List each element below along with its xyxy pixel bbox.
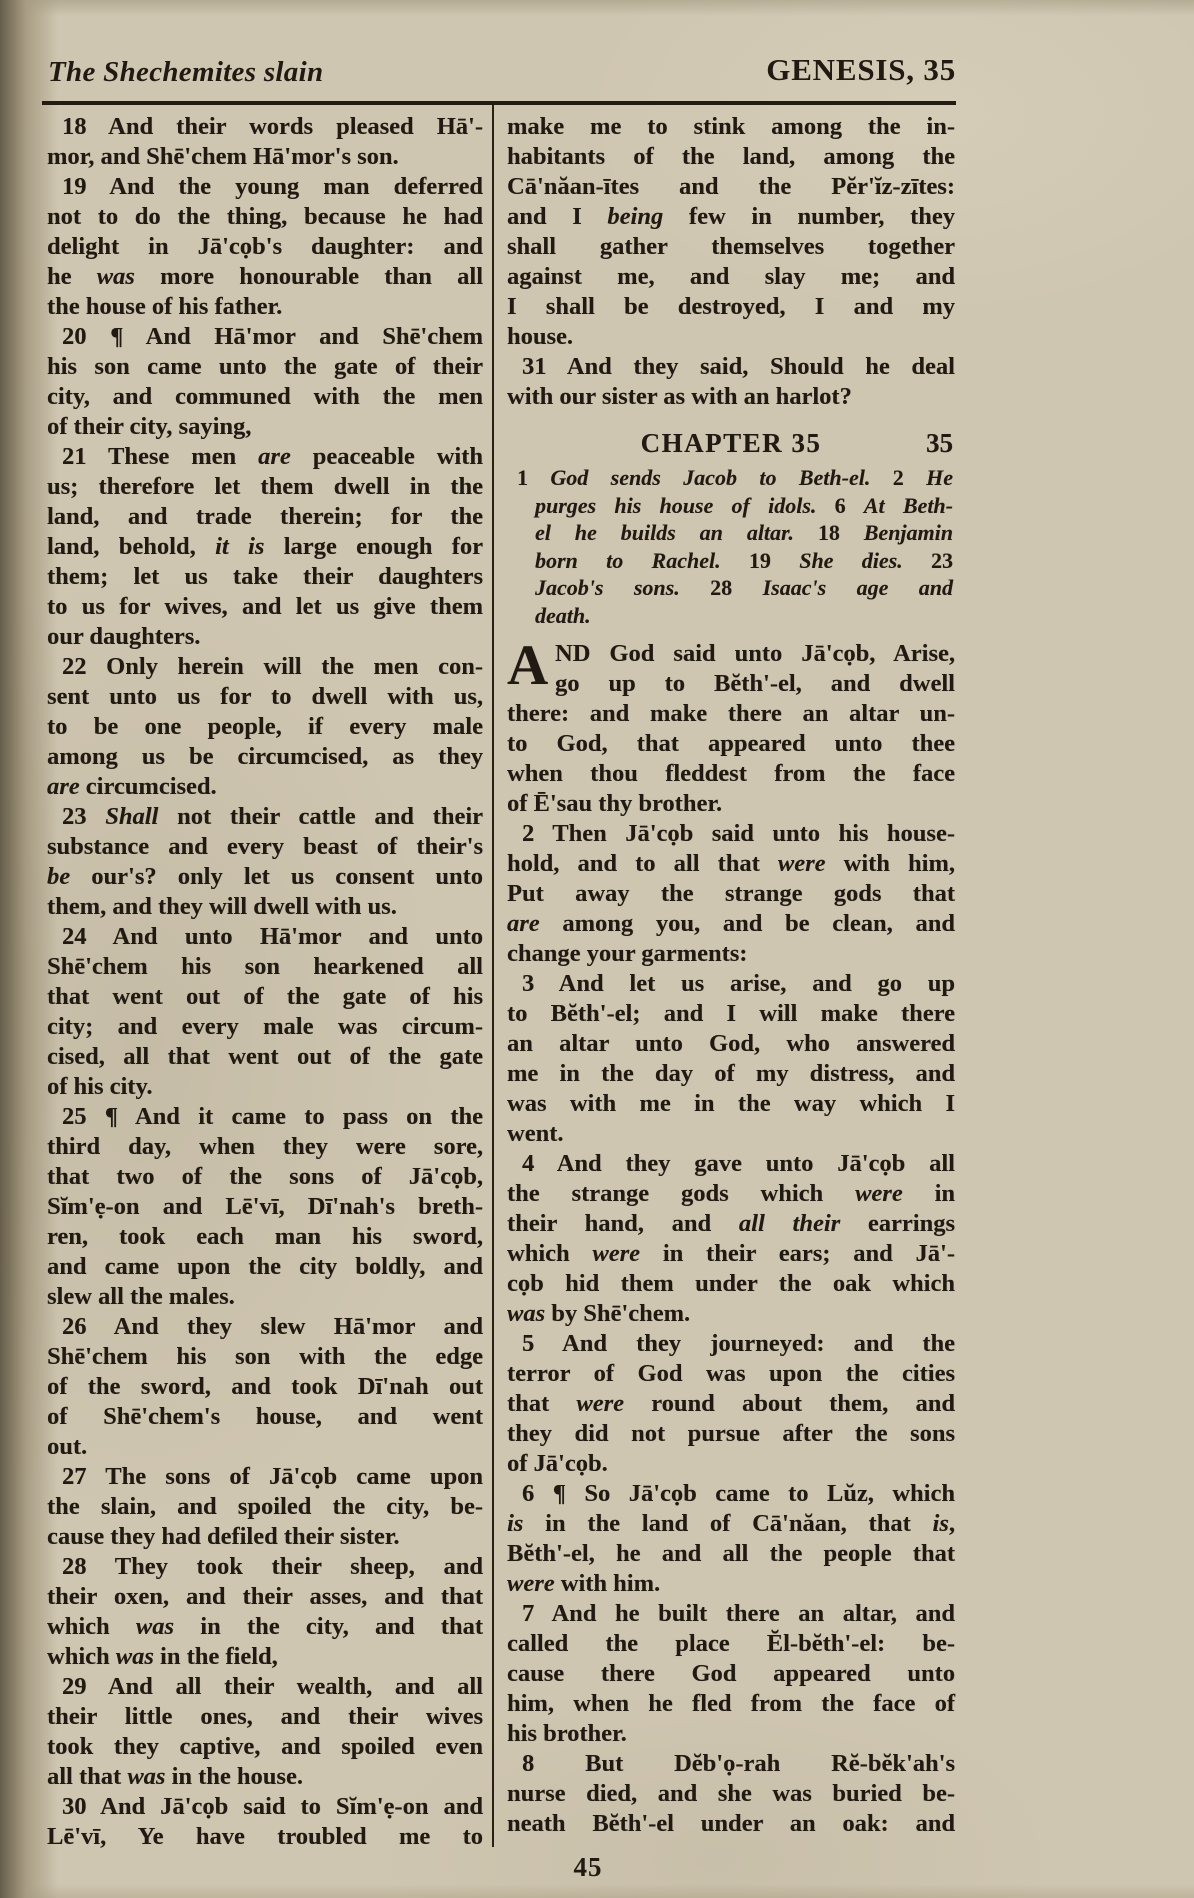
verse-paragraph <box>47 322 483 442</box>
verse-line: 7 And he built there an altar, and <box>522 1600 955 1627</box>
verse-line: 28 They took their sheep, and <box>62 1553 483 1580</box>
summary-line: Jacob's sons. 28 Isaac's age and <box>535 575 954 600</box>
verse-line: 31 And they said, Should he deal <box>522 353 955 380</box>
verse-line: be our's? only let us consent unto <box>47 863 483 890</box>
verse-line: house. <box>507 323 574 350</box>
verse-line: cọb hid them under the oak which <box>507 1270 955 1297</box>
verse-line: third day, when they were sore, <box>47 1133 483 1160</box>
column-divider-rule <box>492 105 494 1847</box>
verse-line: 19 And the young man deferred <box>62 173 483 200</box>
verse-line: go up to Bĕth'-el, and dwell <box>555 670 955 697</box>
verse-line: and I being few in number, they <box>507 203 955 230</box>
verse-line: city; and every male was circum- <box>47 1013 483 1040</box>
verse-line: out. <box>47 1433 88 1460</box>
verse-line: 3 And let us arise, and go up <box>522 970 955 997</box>
verse-line: were with him. <box>507 1570 661 1597</box>
verse-paragraph <box>507 352 955 412</box>
verse-line: 6 ¶ So Jā'cọb came to Lŭz, which <box>522 1480 955 1507</box>
verse-line: me in the day of my distress, and <box>507 1060 955 1087</box>
right-column-body-verses <box>507 634 956 1839</box>
verse-line: 24 And unto Hā'mor and unto <box>62 923 483 950</box>
verse-line: land, behold, it is large enough for <box>47 533 483 560</box>
summary-line: 1 God sends Jacob to Beth-el. 2 He <box>517 465 953 490</box>
left-text-column <box>47 112 483 1852</box>
verse-paragraph <box>507 1329 955 1479</box>
verse-line: sent unto us for to dwell with us, <box>47 683 483 710</box>
verse-paragraph <box>47 1552 483 1672</box>
verse-line: which was in the field, <box>47 1643 278 1670</box>
verse-line: shall gather themselves together <box>507 233 955 260</box>
right-text-column <box>507 112 955 1839</box>
chapter-side-number: 35 <box>926 428 953 458</box>
verse-line: city, and communed with the men <box>47 383 483 410</box>
verse-line: 20 ¶ And Hā'mor and Shē'chem <box>62 323 483 350</box>
verse-line: Cā'năan-ītes and the Pĕr'ĭz-zītes: <box>507 173 955 200</box>
verse-line: Shē'chem his son with the edge <box>47 1343 483 1370</box>
verse-line: land, and trade therein; for the <box>47 503 483 530</box>
verse-line: his brother. <box>507 1720 627 1747</box>
verse-line: called the place Ĕl-bĕth'-el: be- <box>507 1630 955 1657</box>
verse-line: against me, and slay me; and <box>507 263 955 290</box>
verse-line: cause they had defiled their sister. <box>47 1523 400 1550</box>
verse-paragraph <box>47 802 483 922</box>
verse-paragraph <box>47 1792 483 1852</box>
verse-paragraph <box>507 1149 955 1329</box>
header-rule <box>42 101 956 105</box>
verse-line: ND God said unto Jā'cọb, Arise, <box>555 640 955 667</box>
verse-line: which was in the city, and that <box>47 1613 483 1640</box>
running-head-left: The Shechemites slain <box>48 56 324 88</box>
verse-line: all that was in the house. <box>47 1763 303 1790</box>
summary-line: death. <box>535 602 591 628</box>
verse-line: of his city. <box>47 1073 153 1100</box>
verse-line: 22 Only herein will the men con- <box>62 653 483 680</box>
verse-line: 8 But Dĕb'ọ-rah Rĕ-bĕk'ah's <box>522 1750 955 1777</box>
running-head-right: GENESIS, 35 <box>766 52 956 87</box>
verse-line: 27 The sons of Jā'cọb came upon <box>62 1463 483 1490</box>
verse-line: are circumcised. <box>47 773 217 800</box>
right-column-top-verses <box>507 112 955 412</box>
verse-line: the slain, and spoiled the city, be- <box>47 1493 483 1520</box>
verse-line: to Bĕth'-el; and I will make there <box>507 1000 955 1027</box>
verse-line: ren, took each man his sword, <box>47 1223 483 1250</box>
verse-line: that went out of the gate of his <box>47 983 483 1010</box>
verse-line: of the sword, and took Dī'nah out <box>47 1373 483 1400</box>
drop-cap: A <box>507 634 549 697</box>
verse-line: and came upon the city boldly, and <box>47 1253 483 1280</box>
verse-line: among us be circumcised, as they <box>47 743 483 770</box>
verse-line: of their city, saying, <box>47 413 252 440</box>
summary-line: born to Rachel. 19 She dies. 23 <box>535 547 953 573</box>
verse-line: 25 ¶ And it came to pass on the <box>62 1103 483 1130</box>
verse-line: substance and every beast of their's <box>47 833 483 860</box>
chapter-heading <box>507 426 955 460</box>
verse-line: them; let us take their daughters <box>47 563 483 590</box>
verse-line: our daughters. <box>47 623 201 650</box>
verse-line: the strange gods which were in <box>507 1180 956 1207</box>
verse-line: change your garments: <box>507 940 748 967</box>
verse-line: their hand, and all their earrings <box>507 1210 956 1237</box>
verse-line: of Jā'cọb. <box>507 1450 608 1477</box>
verse-line: delight in Jā'cọb's daughter: and <box>47 233 483 260</box>
verse-line: make me to stink among the in- <box>507 113 955 140</box>
verse-paragraph <box>507 1479 955 1599</box>
verse-line: hold, and to all that were with him, <box>507 850 955 877</box>
verse-line: slew all the males. <box>47 1283 235 1310</box>
verse-line: cised, all that went out of the gate <box>47 1043 483 1070</box>
verse-line: to God, that appeared unto thee <box>507 730 955 757</box>
verse-paragraph <box>47 1102 483 1312</box>
verse-paragraph <box>47 922 483 1102</box>
verse-paragraph <box>507 112 955 352</box>
verse-line: was by Shē'chem. <box>507 1300 691 1327</box>
verse-line: Put away the strange gods that <box>507 880 955 907</box>
verse-paragraph <box>507 1749 955 1839</box>
verse-line: 5 And they journeyed: and the <box>522 1330 955 1357</box>
verse-line: 30 And Jā'cọb said to Sĭm'ẹ-on and <box>62 1793 483 1820</box>
verse-line: Sĭm'ẹ-on and Lē'vī, Dī'nah's breth- <box>47 1193 483 1220</box>
verse-paragraph <box>507 1599 955 1749</box>
verse-paragraph <box>507 634 955 819</box>
verse-line: not to do the thing, because he had <box>47 203 483 230</box>
verse-line: to us for wives, and let us give them <box>47 593 483 620</box>
verse-line: 18 And their words pleased Hā'- <box>62 113 483 140</box>
verse-line: him, when he fled from the face of <box>507 1690 955 1717</box>
verse-line: an altar unto God, who answered <box>507 1030 955 1057</box>
verse-line: I shall be destroyed, I and my <box>507 293 955 320</box>
verse-line: mor, and Shē'chem Hā'mor's son. <box>47 143 399 170</box>
verse-line: of Shē'chem's house, and went <box>47 1403 483 1430</box>
chapter-summary <box>507 464 955 629</box>
verse-line: took they captive, and spoiled even <box>47 1733 483 1760</box>
verse-line: of Ē'sau thy brother. <box>507 790 723 817</box>
verse-line: their little ones, and their wives <box>47 1703 483 1730</box>
verse-line: is in the land of Cā'năan, that is, <box>507 1510 955 1537</box>
verse-paragraph <box>47 442 483 652</box>
verse-line: nurse died, and she was buried be- <box>507 1780 955 1807</box>
verse-line: Bĕth'-el, he and all the people that <box>507 1540 955 1567</box>
verse-line: Lē'vī, Ye have troubled me to <box>47 1823 483 1850</box>
verse-paragraph <box>47 1462 483 1552</box>
verse-paragraph <box>47 112 483 172</box>
verse-paragraph <box>47 652 483 802</box>
verse-line: habitants of the land, among the <box>507 143 955 170</box>
verse-line: terror of God was upon the cities <box>507 1360 955 1387</box>
summary-line: el he builds an altar. 18 Benjamin <box>535 520 953 545</box>
verse-line: there: and make there an altar un- <box>507 700 955 727</box>
verse-line: 2 Then Jā'cọb said unto his house- <box>522 820 955 847</box>
verse-line: his son came unto the gate of their <box>47 353 483 380</box>
verse-paragraph <box>507 819 955 969</box>
verse-line: 23 Shall not their cattle and their <box>62 803 483 830</box>
verse-line: 26 And they slew Hā'mor and <box>62 1313 483 1340</box>
verse-line: that two of the sons of Jā'cọb, <box>47 1163 483 1190</box>
verse-line: when thou fleddest from the face <box>507 760 955 787</box>
verse-line: us; therefore let them dwell in the <box>47 473 483 500</box>
verse-line: neath Bĕth'-el under an oak: and <box>507 1810 955 1837</box>
verse-line: with our sister as with an harlot? <box>507 383 852 410</box>
verse-line: he was more honourable than all <box>47 263 484 290</box>
verse-line: the house of his father. <box>47 293 283 320</box>
verse-line: their oxen, and their asses, and that <box>47 1583 483 1610</box>
verse-line: to be one people, if every male <box>47 713 483 740</box>
verse-line: was with me in the way which I <box>507 1090 955 1117</box>
verse-line: cause there God appeared unto <box>507 1660 955 1687</box>
verse-line: 4 And they gave unto Jā'cọb all <box>522 1150 955 1177</box>
verse-paragraph <box>47 1672 483 1792</box>
verse-paragraph <box>47 172 483 322</box>
verse-line: that were round about them, and <box>507 1390 955 1417</box>
page-number: 45 <box>573 1852 603 1882</box>
verse-line: went. <box>507 1120 564 1147</box>
verse-paragraph <box>507 969 955 1149</box>
verse-line: are among you, and be clean, and <box>507 910 955 937</box>
verse-line: which were in their ears; and Jā'- <box>507 1240 955 1267</box>
verse-line: they did not pursue after the sons <box>507 1420 955 1447</box>
chapter-title: CHAPTER 35 <box>640 428 822 458</box>
summary-line: purges his house of idols. 6 At Beth- <box>535 492 953 518</box>
verse-paragraph <box>47 1312 483 1462</box>
verse-line: 29 And all their wealth, and all <box>62 1673 483 1700</box>
verse-line: Shē'chem his son hearkened all <box>47 953 483 980</box>
verse-line: them, and they will dwell with us. <box>47 893 397 920</box>
verse-line: 21 These men are peaceable with <box>62 443 483 470</box>
